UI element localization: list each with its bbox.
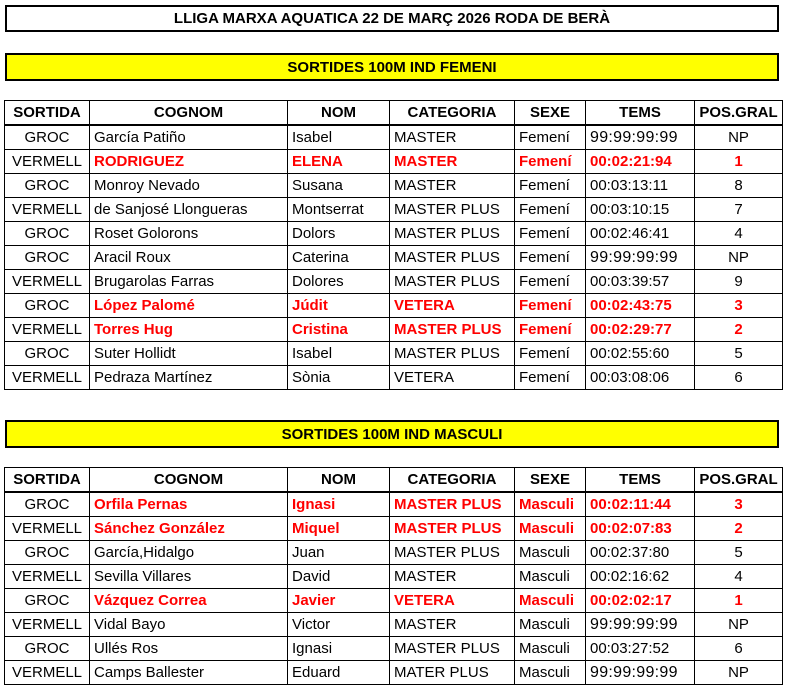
cell-sexe: Masculi	[515, 517, 586, 541]
cell-pos-gral: 2	[695, 318, 783, 342]
table-row	[5, 492, 783, 517]
cell-categoria: MASTER PLUS	[390, 492, 515, 517]
cell-sexe: Masculi	[515, 661, 586, 685]
table-row	[5, 198, 783, 222]
cell-pos-gral: NP	[695, 613, 783, 637]
col-header-categoria: CATEGORIA	[390, 101, 515, 126]
cell-cognom: Sánchez González	[90, 517, 288, 541]
cell-nom: Cristina	[288, 318, 390, 342]
cell-sortida: GROC	[5, 637, 90, 661]
cell-tems: 00:02:07:83	[586, 517, 695, 541]
cell-categoria: MASTER PLUS	[390, 637, 515, 661]
cell-cognom: RODRIGUEZ	[90, 150, 288, 174]
cell-pos-gral: 5	[695, 541, 783, 565]
cell-pos-gral: 2	[695, 517, 783, 541]
cell-sortida: VERMELL	[5, 366, 90, 390]
table-header-row	[5, 468, 783, 493]
cell-categoria: MASTER PLUS	[390, 222, 515, 246]
cell-cognom: Monroy Nevado	[90, 174, 288, 198]
cell-tems: 00:02:55:60	[586, 342, 695, 366]
cell-nom: Isabel	[288, 125, 390, 150]
cell-categoria: MASTER	[390, 125, 515, 150]
cell-sortida: GROC	[5, 125, 90, 150]
cell-categoria: MASTER PLUS	[390, 246, 515, 270]
cell-sortida: VERMELL	[5, 318, 90, 342]
cell-categoria: MASTER	[390, 565, 515, 589]
cell-pos-gral: 9	[695, 270, 783, 294]
table-row	[5, 318, 783, 342]
cell-tems: 99:99:99:99	[586, 246, 695, 270]
cell-cognom: Camps Ballester	[90, 661, 288, 685]
cell-tems: 00:03:08:06	[586, 366, 695, 390]
cell-nom: ELENA	[288, 150, 390, 174]
cell-categoria: VETERA	[390, 294, 515, 318]
cell-categoria: VETERA	[390, 366, 515, 390]
cell-nom: Ignasi	[288, 637, 390, 661]
results-table-masculi	[4, 467, 783, 685]
cell-tems: 00:02:37:80	[586, 541, 695, 565]
cell-tems: 00:02:46:41	[586, 222, 695, 246]
cell-categoria: MASTER	[390, 613, 515, 637]
results-table-femeni	[4, 100, 783, 390]
cell-tems: 99:99:99:99	[586, 125, 695, 150]
cell-sexe: Masculi	[515, 565, 586, 589]
cell-sortida: VERMELL	[5, 613, 90, 637]
cell-sortida: VERMELL	[5, 517, 90, 541]
cell-nom: Miquel	[288, 517, 390, 541]
cell-pos-gral: 6	[695, 366, 783, 390]
cell-pos-gral: 3	[695, 294, 783, 318]
cell-tems: 00:02:43:75	[586, 294, 695, 318]
cell-nom: Montserrat	[288, 198, 390, 222]
cell-tems: 99:99:99:99	[586, 661, 695, 685]
table-row	[5, 222, 783, 246]
cell-sortida: VERMELL	[5, 565, 90, 589]
cell-categoria: MATER PLUS	[390, 661, 515, 685]
cell-categoria: MASTER PLUS	[390, 517, 515, 541]
cell-cognom: Vidal Bayo	[90, 613, 288, 637]
cell-sortida: VERMELL	[5, 661, 90, 685]
cell-tems: 99:99:99:99	[586, 613, 695, 637]
table-row	[5, 294, 783, 318]
cell-pos-gral: 7	[695, 198, 783, 222]
table-row	[5, 661, 783, 685]
col-header-tems: TEMS	[586, 101, 695, 126]
cell-categoria: MASTER	[390, 174, 515, 198]
cell-sexe: Masculi	[515, 541, 586, 565]
cell-nom: Eduard	[288, 661, 390, 685]
cell-pos-gral: 1	[695, 589, 783, 613]
cell-categoria: MASTER PLUS	[390, 318, 515, 342]
cell-nom: David	[288, 565, 390, 589]
cell-tems: 00:03:13:11	[586, 174, 695, 198]
col-header-tems: TEMS	[586, 468, 695, 493]
cell-categoria: MASTER PLUS	[390, 342, 515, 366]
table-row	[5, 637, 783, 661]
cell-sexe: Femení	[515, 222, 586, 246]
cell-tems: 00:03:10:15	[586, 198, 695, 222]
table-row	[5, 246, 783, 270]
cell-tems: 00:03:27:52	[586, 637, 695, 661]
cell-cognom: García,Hidalgo	[90, 541, 288, 565]
table-row	[5, 565, 783, 589]
cell-nom: Ignasi	[288, 492, 390, 517]
cell-tems: 00:02:29:77	[586, 318, 695, 342]
cell-pos-gral: 4	[695, 222, 783, 246]
cell-tems: 00:02:02:17	[586, 589, 695, 613]
col-header-cognom: COGNOM	[90, 101, 288, 126]
cell-sortida: GROC	[5, 541, 90, 565]
cell-nom: Caterina	[288, 246, 390, 270]
cell-cognom: Ullés Ros	[90, 637, 288, 661]
cell-sortida: GROC	[5, 222, 90, 246]
cell-categoria: VETERA	[390, 589, 515, 613]
cell-sexe: Masculi	[515, 637, 586, 661]
table-row	[5, 342, 783, 366]
cell-sortida: GROC	[5, 342, 90, 366]
cell-sortida: VERMELL	[5, 198, 90, 222]
cell-cognom: López Palomé	[90, 294, 288, 318]
cell-sortida: VERMELL	[5, 270, 90, 294]
section-heading-femeni: SORTIDES 100M IND FEMENI	[5, 53, 779, 81]
cell-tems: 00:03:39:57	[586, 270, 695, 294]
cell-cognom: Roset Golorons	[90, 222, 288, 246]
cell-tems: 00:02:21:94	[586, 150, 695, 174]
cell-sortida: GROC	[5, 492, 90, 517]
table-row	[5, 125, 783, 150]
cell-pos-gral: 5	[695, 342, 783, 366]
cell-sexe: Masculi	[515, 492, 586, 517]
cell-nom: Victor	[288, 613, 390, 637]
table-row	[5, 174, 783, 198]
cell-sortida: GROC	[5, 294, 90, 318]
cell-cognom: Torres Hug	[90, 318, 288, 342]
cell-pos-gral: 1	[695, 150, 783, 174]
cell-tems: 00:02:11:44	[586, 492, 695, 517]
cell-nom: Susana	[288, 174, 390, 198]
cell-sortida: GROC	[5, 174, 90, 198]
cell-sortida: GROC	[5, 246, 90, 270]
cell-nom: Isabel	[288, 342, 390, 366]
cell-nom: Dolores	[288, 270, 390, 294]
cell-cognom: Suter Hollidt	[90, 342, 288, 366]
cell-nom: Javier	[288, 589, 390, 613]
cell-nom: Sònia	[288, 366, 390, 390]
cell-nom: Júdit	[288, 294, 390, 318]
cell-cognom: Vázquez Correa	[90, 589, 288, 613]
col-header-sexe: SEXE	[515, 101, 586, 126]
cell-cognom: García Patiño	[90, 125, 288, 150]
col-header-cognom: COGNOM	[90, 468, 288, 493]
cell-sexe: Femení	[515, 366, 586, 390]
col-header-sortida: SORTIDA	[5, 101, 90, 126]
cell-sexe: Femení	[515, 150, 586, 174]
cell-categoria: MASTER PLUS	[390, 541, 515, 565]
cell-sexe: Femení	[515, 318, 586, 342]
table-row	[5, 270, 783, 294]
col-header-nom: NOM	[288, 101, 390, 126]
col-header-pos-gral: POS.GRAL	[695, 468, 783, 493]
col-header-categoria: CATEGORIA	[390, 468, 515, 493]
cell-cognom: Aracil Roux	[90, 246, 288, 270]
cell-sexe: Femení	[515, 342, 586, 366]
cell-sortida: GROC	[5, 589, 90, 613]
cell-nom: Juan	[288, 541, 390, 565]
table-row	[5, 613, 783, 637]
table-row	[5, 366, 783, 390]
table-row	[5, 517, 783, 541]
cell-cognom: Orfila Pernas	[90, 492, 288, 517]
cell-cognom: Pedraza Martínez	[90, 366, 288, 390]
table-row	[5, 541, 783, 565]
table-header-row	[5, 101, 783, 126]
cell-pos-gral: 6	[695, 637, 783, 661]
cell-sexe: Femení	[515, 270, 586, 294]
cell-categoria: MASTER	[390, 150, 515, 174]
cell-pos-gral: NP	[695, 661, 783, 685]
cell-sexe: Femení	[515, 174, 586, 198]
col-header-sortida: SORTIDA	[5, 468, 90, 493]
col-header-sexe: SEXE	[515, 468, 586, 493]
cell-sexe: Masculi	[515, 589, 586, 613]
cell-nom: Dolors	[288, 222, 390, 246]
cell-sexe: Femení	[515, 198, 586, 222]
section-heading-masculi: SORTIDES 100M IND MASCULI	[5, 420, 779, 448]
table-row	[5, 150, 783, 174]
page-title: LLIGA MARXA AQUATICA 22 DE MARÇ 2026 RODA DE BERÀ	[5, 5, 779, 32]
cell-sexe: Femení	[515, 294, 586, 318]
cell-pos-gral: 3	[695, 492, 783, 517]
cell-sexe: Femení	[515, 125, 586, 150]
cell-tems: 00:02:16:62	[586, 565, 695, 589]
table-row	[5, 589, 783, 613]
cell-categoria: MASTER PLUS	[390, 270, 515, 294]
col-header-nom: NOM	[288, 468, 390, 493]
col-header-pos-gral: POS.GRAL	[695, 101, 783, 126]
cell-pos-gral: 4	[695, 565, 783, 589]
cell-cognom: de Sanjosé Llongueras	[90, 198, 288, 222]
cell-cognom: Sevilla Villares	[90, 565, 288, 589]
cell-sexe: Femení	[515, 246, 586, 270]
cell-sexe: Masculi	[515, 613, 586, 637]
cell-pos-gral: 8	[695, 174, 783, 198]
cell-pos-gral: NP	[695, 246, 783, 270]
cell-categoria: MASTER PLUS	[390, 198, 515, 222]
cell-cognom: Brugarolas Farras	[90, 270, 288, 294]
cell-sortida: VERMELL	[5, 150, 90, 174]
cell-pos-gral: NP	[695, 125, 783, 150]
